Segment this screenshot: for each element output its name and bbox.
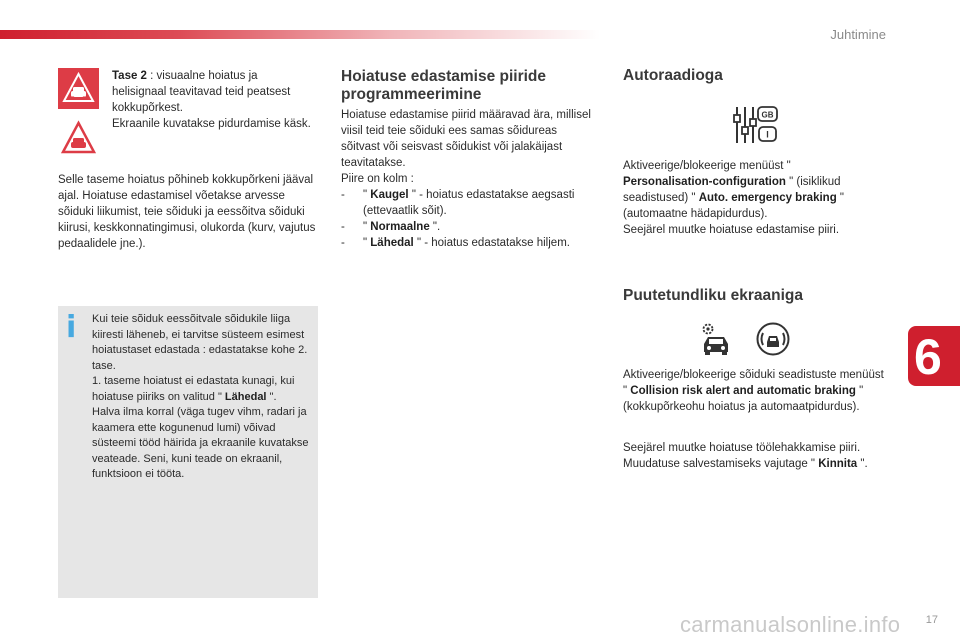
autoradio-text-a: Aktiveerige/blokeerige menüüst " bbox=[623, 160, 791, 172]
touchscreen-line3-b: ". bbox=[857, 458, 868, 470]
confirm-label: Kinnita bbox=[818, 458, 858, 470]
section-label: Juhtimine bbox=[830, 27, 886, 42]
info-para2-start: 1. taseme hoiatust ei edastata kunagi, kui hoiatuse piiriks on valitud " bbox=[92, 375, 295, 403]
chapter-tab bbox=[908, 326, 960, 386]
autoradio-text-b: " (isiklikud seadistused) " bbox=[623, 176, 841, 204]
touchscreen-text-a: Aktiveerige/blokeerige sõiduki seadistuste menüüst " bbox=[623, 369, 884, 397]
touchscreen-line3-a: Muudatuse salvestamiseks vajutage " bbox=[623, 458, 819, 470]
level2-text: : visuaalne hoiatus ja helisignaal teavitavad teid peatsest kokkupõrkest. bbox=[112, 70, 291, 114]
option-open: " bbox=[363, 221, 371, 233]
level-paragraph-text: Selle taseme hoiatus põhineb kokkupõrkeni jääval ajal. Hoiatuse edastamisel võetakse arvesse sõiduki liikumist, teie sõiduki ja eessõitva sõiduki kiirusi, keskkonnatingimusi, olukorda (kurv, vajutus pedaalidele jne.). bbox=[58, 174, 316, 250]
info-para2-bold: Lähedal bbox=[224, 390, 267, 403]
option-label-normal: Normaalne bbox=[370, 221, 430, 233]
threshold-body bbox=[341, 107, 591, 251]
info-para3: Halva ilma korral (väga tugev vihm, radari ja kaamera ette kogunenud lumi) võivad süsteemi tööd häirida ja ekraanile kuvatakse veateade. Seni, kuni teade on ekraanil, funktsioon ei tööta. bbox=[92, 406, 309, 480]
option-dash: - bbox=[341, 189, 345, 201]
level-paragraph bbox=[58, 172, 316, 252]
level2-lead: Tase 2 bbox=[112, 70, 147, 82]
option-dash: - bbox=[341, 221, 345, 233]
radio-settings-icon bbox=[733, 105, 779, 150]
brake-warning-icon bbox=[58, 118, 99, 159]
touchscreen-bold: Collision risk alert and automatic braking bbox=[630, 385, 856, 397]
option-open: " bbox=[363, 189, 371, 201]
touchscreen-body bbox=[623, 367, 885, 415]
info-text bbox=[92, 312, 314, 483]
touchscreen-line2: Seejärel muutke hoiatuse töölehakkamise piiri. bbox=[623, 442, 861, 454]
threshold-title bbox=[341, 68, 581, 104]
option-label-far: Kaugel bbox=[370, 189, 409, 201]
autoradio-heading: Autoraadioga bbox=[623, 67, 723, 84]
option-row bbox=[341, 235, 591, 251]
collision-alert-icon bbox=[756, 322, 790, 361]
watermark: carmanualsonline.info bbox=[680, 612, 901, 637]
page-number: 17 bbox=[925, 614, 938, 626]
info-para2-end: ". bbox=[266, 390, 277, 403]
option-dash: - bbox=[341, 237, 345, 249]
autoradio-title bbox=[623, 67, 723, 85]
threshold-options-intro: Piire on kolm : bbox=[341, 173, 414, 185]
option-row bbox=[341, 187, 591, 219]
info-box bbox=[58, 306, 318, 598]
threshold-intro: Hoiatuse edastamise piirid määravad ära, millisel viisil teid teie sõiduki ees samas sõidureas sõitvast või seisvast sõidukist või jalakäijast teavitatakse. bbox=[341, 109, 591, 169]
chapter-number: 6 bbox=[914, 329, 942, 385]
autoradio-line2: Seejärel muutke hoiatuse edastamise piiri. bbox=[623, 224, 840, 236]
option-desc-far: " - hoiatus edastatakse aegsasti (ettevaatlik sõit). bbox=[363, 189, 575, 217]
collision-warning-red-icon bbox=[58, 68, 99, 109]
option-open: " bbox=[363, 237, 371, 249]
touchscreen-heading: Puutetundliku ekraaniga bbox=[623, 287, 804, 304]
vehicle-settings-icon bbox=[700, 322, 732, 361]
radio-badge-gb: GB bbox=[761, 110, 774, 120]
option-label-near: Lähedal bbox=[370, 237, 414, 249]
touchscreen-followup bbox=[623, 440, 885, 472]
info-para1: Kui teie sõiduk eessõitvale sõidukile liiga kiiresti läheneb, ei tarvitse süsteem esimest hoiatustaset edastada : edastatakse kohe 2. tase. bbox=[92, 313, 308, 372]
autoradio-body bbox=[623, 158, 883, 238]
threshold-heading: Hoiatuse edastamise piiride programmeerimine bbox=[341, 68, 547, 103]
info-icon: i bbox=[66, 310, 77, 345]
level2-line2: Ekraanile kuvatakse pidurdamise käsk. bbox=[112, 118, 311, 130]
option-desc-near: " - hoiatus edastatakse hiljem. bbox=[413, 237, 570, 249]
level2-description bbox=[112, 68, 312, 132]
touchscreen-text-b: " (kokkupõrkeohu hoiatus ja automaatpidurdus). bbox=[623, 385, 864, 413]
touchscreen-title bbox=[623, 287, 803, 305]
radio-badge-i: I bbox=[766, 129, 769, 140]
autoradio-text-c: " (automaatne hädapidurdus). bbox=[623, 192, 845, 220]
autoradio-bold-b: Auto. emergency braking bbox=[698, 192, 837, 204]
autoradio-bold-a: Personalisation-configuration bbox=[623, 176, 786, 188]
option-row bbox=[341, 219, 591, 235]
header-accent-bar bbox=[0, 30, 600, 39]
option-desc-normal: ". bbox=[429, 221, 441, 233]
